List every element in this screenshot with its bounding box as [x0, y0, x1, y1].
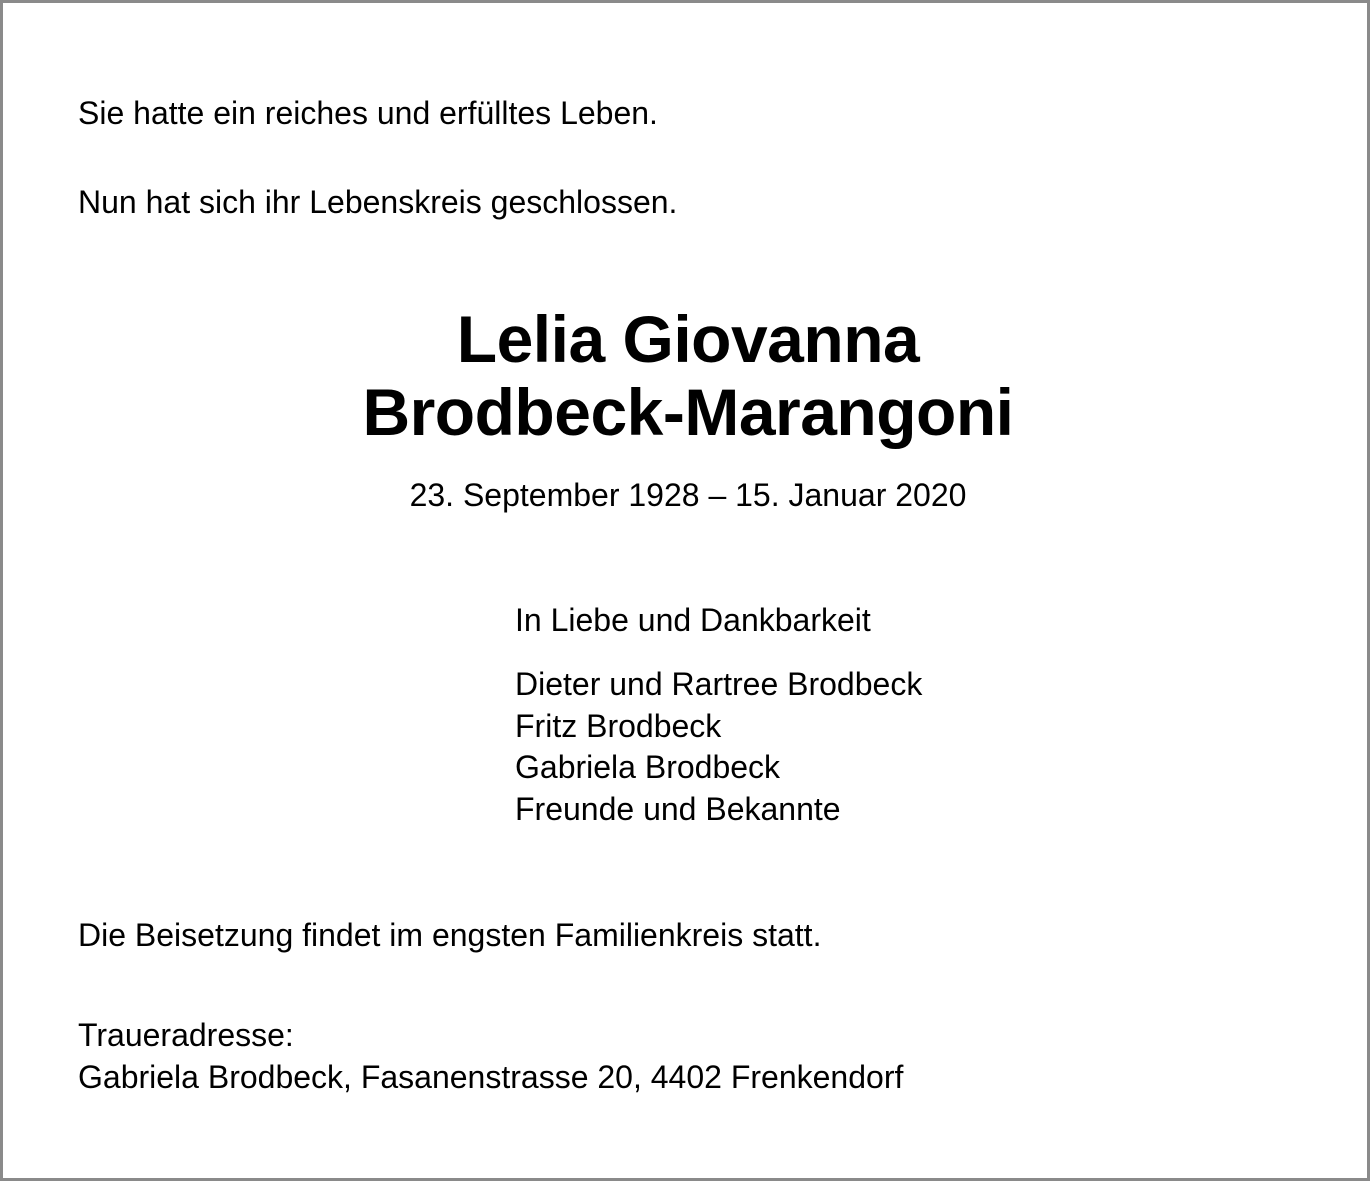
- intro-line-2: Nun hat sich ihr Lebenskreis geschlossen.: [78, 184, 678, 220]
- address-line: Gabriela Brodbeck, Fasanenstrasse 20, 4402 Frenkendorf: [78, 1059, 904, 1095]
- mourners-heading: In Liebe und Dankbarkeit: [515, 602, 871, 638]
- mourner-name: Dieter und Rartree Brodbeck: [515, 666, 923, 702]
- deceased-name-last: Brodbeck-Marangoni: [362, 375, 1014, 449]
- mourners-list: [515, 664, 922, 830]
- life-dates: 23. September 1928 – 15. Januar 2020: [409, 477, 967, 513]
- mourner-name: Gabriela Brodbeck: [515, 749, 781, 785]
- deceased-name-first: Lelia Giovanna: [456, 302, 920, 376]
- mourner-name: Freunde und Bekannte: [515, 790, 841, 827]
- funeral-note: Die Beisetzung findet im engsten Familienkreis statt.: [78, 917, 822, 953]
- intro-line-1: Sie hatte ein reiches und erfülltes Leben.: [78, 95, 658, 131]
- address-label: Traueradresse:: [78, 1017, 294, 1053]
- mourner-name: Fritz Brodbeck: [515, 707, 722, 744]
